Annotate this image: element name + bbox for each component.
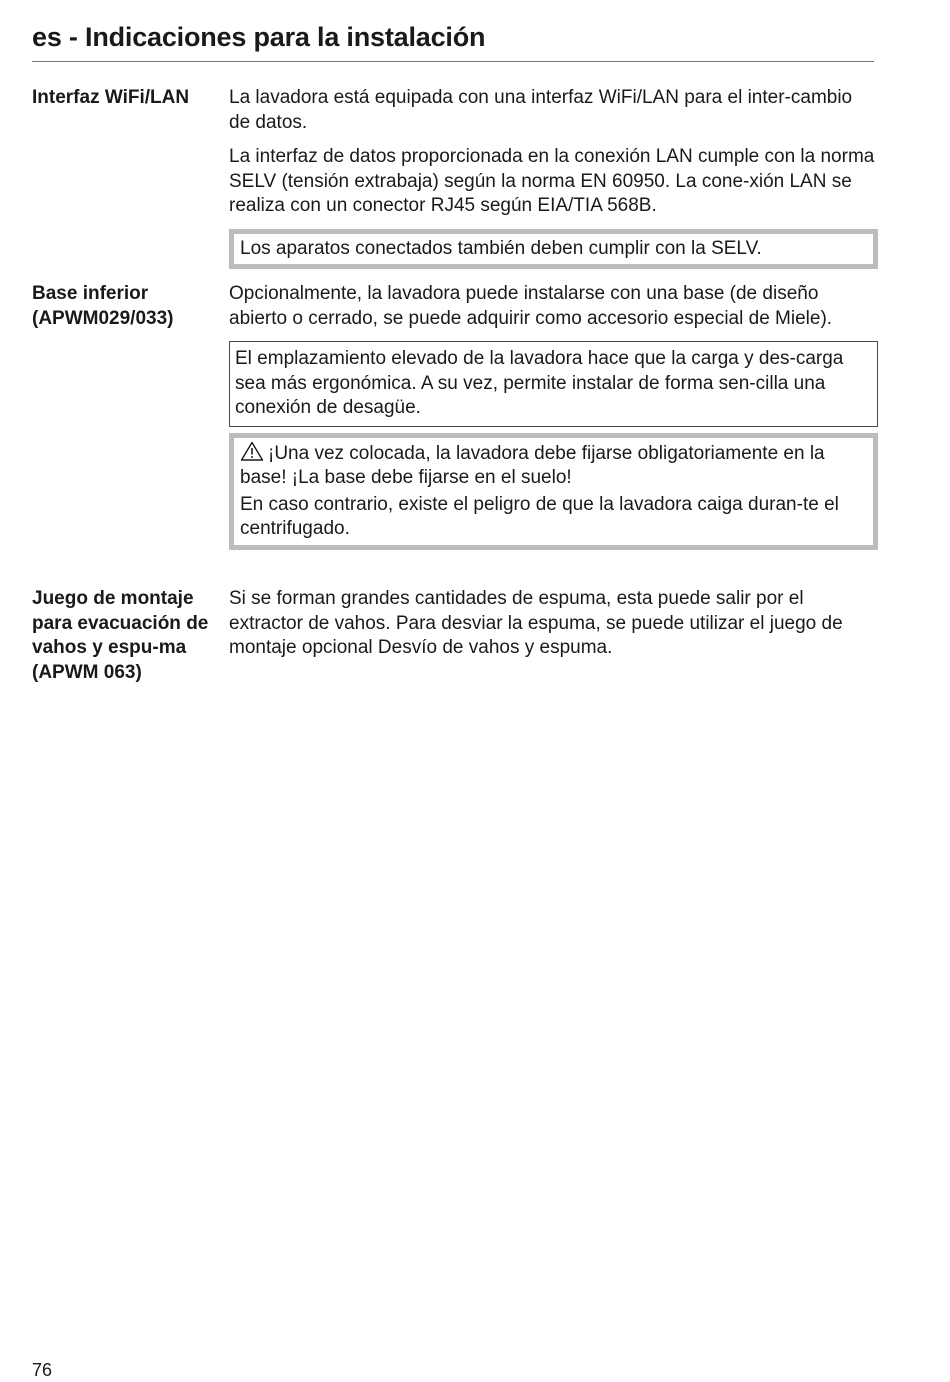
section-term: Juego de montaje para evacuación de vahos y espu-ma (APWM 063) bbox=[32, 588, 209, 683]
paragraph: La lavadora está equipada con una interfaz WiFi/LAN para el inter-cambio de datos. bbox=[229, 87, 853, 133]
page-title: es - Indicaciones para la instalación bbox=[32, 22, 486, 52]
warning-line-1 bbox=[240, 441, 867, 491]
section-body bbox=[229, 587, 878, 671]
section-term: Base inferior (APWM029/033) bbox=[32, 283, 174, 329]
warning-text: ¡Una vez colocada, la lavadora debe fijarse obligatoriamente en la base! ¡La base debe fijarse en el suelo! bbox=[240, 442, 825, 488]
section-term: Interfaz WiFi/LAN bbox=[32, 87, 190, 108]
warning-text: En caso contrario, existe el peligro de que la lavadora caiga duran-te el centrifugado. bbox=[240, 493, 839, 539]
warning-box bbox=[229, 433, 878, 550]
paragraph: Opcionalmente, la lavadora puede instalarse con una base (de diseño abierto o cerrado, se puede adquirir como accesorio especial de Miele). bbox=[229, 283, 833, 329]
page-number: 76 bbox=[32, 1360, 53, 1380]
highlight-box: Los aparatos conectados también deben cumplir con la SELV. bbox=[229, 229, 878, 270]
section-body bbox=[229, 86, 878, 275]
note-box: El emplazamiento elevado de la lavadora hace que la carga y des-carga sea más ergonómica. A su vez, permite instalar de forma sen-cilla una conexión de desagüe. bbox=[229, 341, 878, 427]
paragraph: Si se forman grandes cantidades de espuma, esta puede salir por el extractor de vahos. Para desviar la espuma, se puede utilizar el juego de montaje opcional Desvío de vahos y espuma. bbox=[229, 588, 843, 658]
warning-triangle-icon bbox=[240, 441, 264, 461]
title-divider bbox=[32, 61, 874, 62]
paragraph: La interfaz de datos proporcionada en la conexión LAN cumple con la norma SELV (tensión extrabaja) según la norma EN 60950. La cone-xión LAN se realiza con un conector RJ45 según EIA/TIA 568B. bbox=[229, 146, 875, 216]
section-body bbox=[229, 282, 878, 556]
